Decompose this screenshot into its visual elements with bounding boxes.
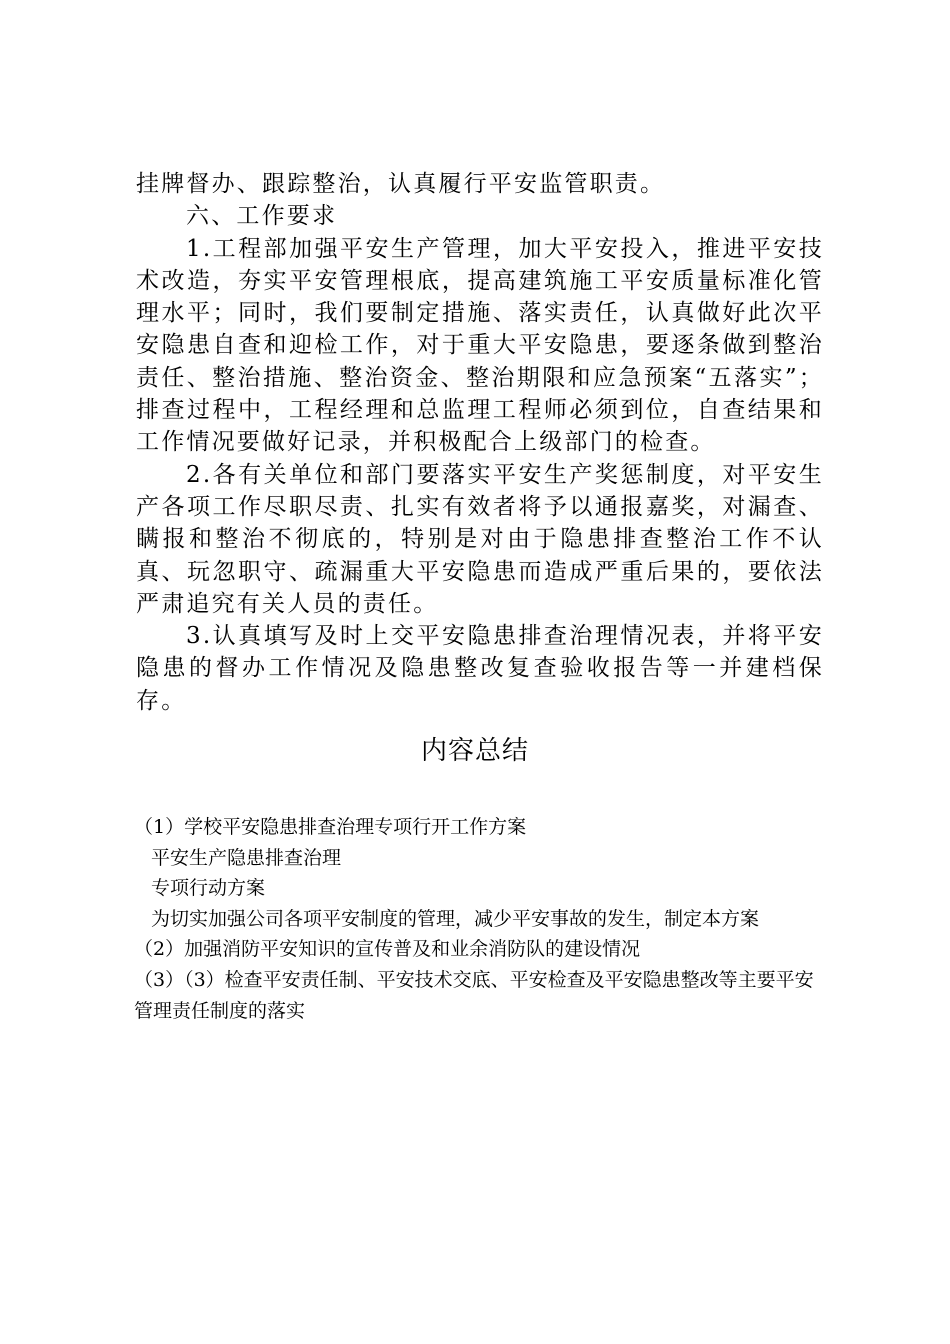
summary-item: 专项行动方案 — [151, 877, 266, 900]
summary-item: （2）加强消防平安知识的宣传普及和业余消防队的建设情况 — [134, 938, 641, 961]
summary-list — [134, 812, 824, 1026]
summary-item: （1）学校平安隐患排查治理专项行开工作方案 — [134, 816, 527, 838]
summary-item: （3）（3）检查平安责任制、平安技术交底、平安检查及平安隐患整改等主要平安管理责任制度的落实 — [134, 968, 814, 1022]
document-body — [136, 168, 824, 717]
requirement-item-1: 1.工程部加强平安生产管理，加大平安投入，推进平安技术改造，夯实平安管理根底，提高建筑施工平安质量标准化管理水平；同时，我们要制定措施、落实责任，认真做好此次平安隐患自查和迎检工作，对于重大平安隐患，要逐条做到整治责任、整治措施、整治资金、整治期限和应急预案“五落实”；排查过程中，工程经理和总监理工程师必须到位，自查结果和工作情况要做好记录，并积极配合上级部门的检查。 — [136, 235, 824, 456]
requirement-item-2: 2.各有关单位和部门要落实平安生产奖惩制度，对平安生产各项工作尽职尽责、扎实有效者将予以通报嘉奖，对漏查、瞒报和整治不彻底的，特别是对由于隐患排查整治工作不认真、玩忽职守、疏漏重大平安隐患而造成严重后果的，要依法严肃追究有关人员的责任。 — [136, 461, 824, 617]
requirement-item-3: 3.认真填写及时上交平安隐患排查治理情况表，并将平安隐患的督办工作情况及隐患整改复查验收报告等一并建档保存。 — [136, 623, 824, 714]
summary-item: 为切实加强公司各项平安制度的管理，减少平安事故的发生，制定本方案 — [151, 907, 760, 930]
summary-item: 平安生产隐患排查治理 — [151, 846, 342, 869]
summary-title: 内容总结 — [420, 736, 529, 766]
paragraph-continuation: 挂牌督办、跟踪整治，认真履行平安监管职责。 — [136, 171, 666, 197]
section-heading-work-requirements: 六、工作要求 — [186, 203, 338, 230]
